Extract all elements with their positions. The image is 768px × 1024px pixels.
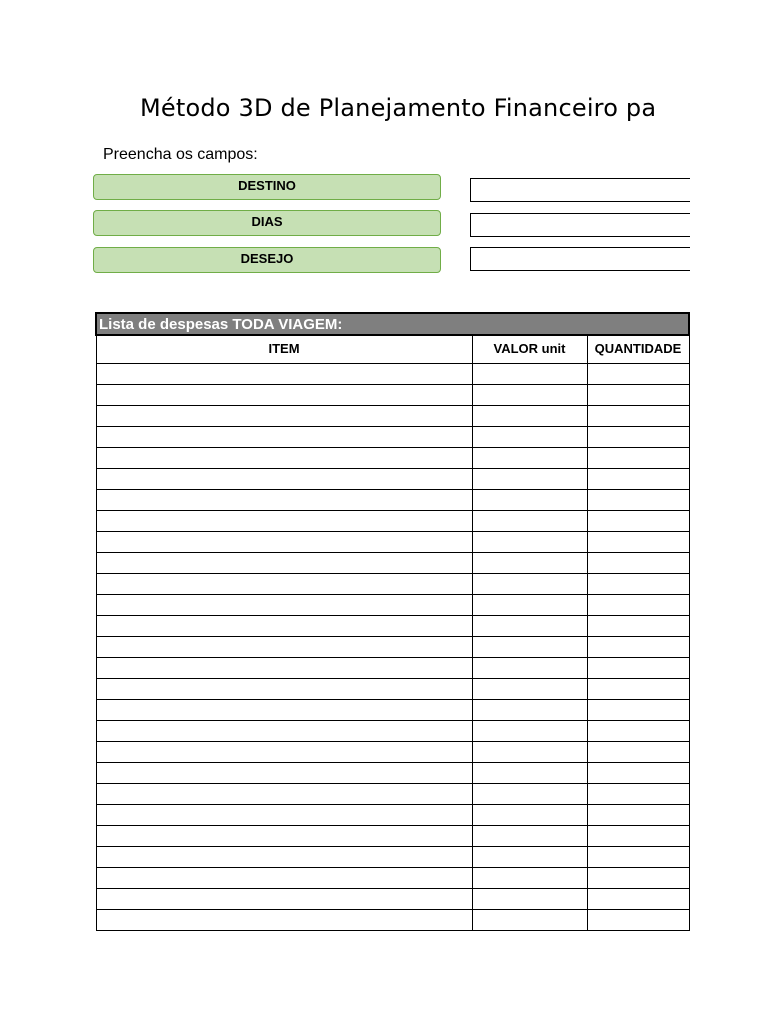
item-cell[interactable] bbox=[96, 552, 472, 573]
item-cell[interactable] bbox=[96, 405, 472, 426]
valor-unit-cell[interactable] bbox=[472, 636, 587, 657]
valor-unit-cell[interactable] bbox=[472, 573, 587, 594]
desejo-label: DESEJO bbox=[93, 247, 441, 273]
valor-unit-cell[interactable] bbox=[472, 405, 587, 426]
quantidade-cell[interactable] bbox=[587, 510, 689, 531]
valor-unit-cell[interactable] bbox=[472, 720, 587, 741]
item-cell[interactable] bbox=[96, 888, 472, 909]
quantidade-cell[interactable] bbox=[587, 636, 689, 657]
column-header-item: ITEM bbox=[96, 335, 472, 363]
expense-row bbox=[96, 426, 689, 447]
quantidade-cell[interactable] bbox=[587, 531, 689, 552]
dias-label: DIAS bbox=[93, 210, 441, 236]
quantidade-cell[interactable] bbox=[587, 594, 689, 615]
valor-unit-cell[interactable] bbox=[472, 888, 587, 909]
item-cell[interactable] bbox=[96, 699, 472, 720]
quantidade-cell[interactable] bbox=[587, 867, 689, 888]
expense-row bbox=[96, 489, 689, 510]
item-cell[interactable] bbox=[96, 510, 472, 531]
expense-row bbox=[96, 573, 689, 594]
quantidade-cell[interactable] bbox=[587, 468, 689, 489]
quantidade-cell[interactable] bbox=[587, 825, 689, 846]
item-cell[interactable] bbox=[96, 468, 472, 489]
quantidade-cell[interactable] bbox=[587, 552, 689, 573]
quantidade-cell[interactable] bbox=[587, 909, 689, 930]
item-cell[interactable] bbox=[96, 783, 472, 804]
expense-row bbox=[96, 657, 689, 678]
quantidade-cell[interactable] bbox=[587, 426, 689, 447]
valor-unit-cell[interactable] bbox=[472, 741, 587, 762]
quantidade-cell[interactable] bbox=[587, 678, 689, 699]
expense-row bbox=[96, 888, 689, 909]
valor-unit-cell[interactable] bbox=[472, 762, 587, 783]
page-title: Método 3D de Planejamento Financeiro pa bbox=[140, 94, 657, 122]
quantidade-cell[interactable] bbox=[587, 888, 689, 909]
expense-row bbox=[96, 405, 689, 426]
valor-unit-cell[interactable] bbox=[472, 489, 587, 510]
expense-row bbox=[96, 783, 689, 804]
valor-unit-cell[interactable] bbox=[472, 804, 587, 825]
quantidade-cell[interactable] bbox=[587, 741, 689, 762]
valor-unit-cell[interactable] bbox=[472, 825, 587, 846]
expense-row bbox=[96, 636, 689, 657]
column-header-quantidade: QUANTIDADE bbox=[587, 335, 689, 363]
quantidade-cell[interactable] bbox=[587, 720, 689, 741]
item-cell[interactable] bbox=[96, 678, 472, 699]
valor-unit-cell[interactable] bbox=[472, 846, 587, 867]
quantidade-cell[interactable] bbox=[587, 405, 689, 426]
item-cell[interactable] bbox=[96, 426, 472, 447]
valor-unit-cell[interactable] bbox=[472, 699, 587, 720]
expense-row bbox=[96, 615, 689, 636]
quantidade-cell[interactable] bbox=[587, 573, 689, 594]
item-cell[interactable] bbox=[96, 909, 472, 930]
expense-row bbox=[96, 594, 689, 615]
item-cell[interactable] bbox=[96, 531, 472, 552]
expense-row bbox=[96, 867, 689, 888]
valor-unit-cell[interactable] bbox=[472, 552, 587, 573]
item-cell[interactable] bbox=[96, 594, 472, 615]
fill-instruction: Preencha os campos: bbox=[103, 146, 258, 163]
expense-row bbox=[96, 699, 689, 720]
expense-row bbox=[96, 447, 689, 468]
valor-unit-cell[interactable] bbox=[472, 468, 587, 489]
valor-unit-cell[interactable] bbox=[472, 783, 587, 804]
valor-unit-cell[interactable] bbox=[472, 447, 587, 468]
expense-row bbox=[96, 552, 689, 573]
expense-row bbox=[96, 909, 689, 930]
valor-unit-cell[interactable] bbox=[472, 615, 587, 636]
dias-input[interactable] bbox=[470, 213, 690, 237]
quantidade-cell[interactable] bbox=[587, 699, 689, 720]
item-cell[interactable] bbox=[96, 825, 472, 846]
quantidade-cell[interactable] bbox=[587, 384, 689, 405]
expense-table bbox=[95, 312, 690, 931]
quantidade-cell[interactable] bbox=[587, 657, 689, 678]
expense-row bbox=[96, 363, 689, 384]
item-cell[interactable] bbox=[96, 615, 472, 636]
quantidade-cell[interactable] bbox=[587, 804, 689, 825]
valor-unit-cell[interactable] bbox=[472, 384, 587, 405]
desejo-input[interactable] bbox=[470, 247, 690, 271]
valor-unit-cell[interactable] bbox=[472, 426, 587, 447]
item-cell[interactable] bbox=[96, 447, 472, 468]
expense-row bbox=[96, 531, 689, 552]
quantidade-cell[interactable] bbox=[587, 615, 689, 636]
item-cell[interactable] bbox=[96, 720, 472, 741]
item-cell[interactable] bbox=[96, 384, 472, 405]
item-cell[interactable] bbox=[96, 804, 472, 825]
valor-unit-cell[interactable] bbox=[472, 531, 587, 552]
expense-row bbox=[96, 762, 689, 783]
destino-input[interactable] bbox=[470, 178, 690, 202]
expense-row bbox=[96, 804, 689, 825]
expense-rows bbox=[96, 363, 689, 930]
valor-unit-cell[interactable] bbox=[472, 594, 587, 615]
item-cell[interactable] bbox=[96, 657, 472, 678]
valor-unit-cell[interactable] bbox=[472, 510, 587, 531]
expense-row bbox=[96, 741, 689, 762]
item-cell[interactable] bbox=[96, 762, 472, 783]
item-cell[interactable] bbox=[96, 363, 472, 384]
column-header-valor-unit: VALOR unit bbox=[472, 335, 587, 363]
valor-unit-cell[interactable] bbox=[472, 867, 587, 888]
destino-label: DESTINO bbox=[93, 174, 441, 200]
quantidade-cell[interactable] bbox=[587, 762, 689, 783]
quantidade-cell[interactable] bbox=[587, 846, 689, 867]
expense-row bbox=[96, 846, 689, 867]
expense-row bbox=[96, 510, 689, 531]
valor-unit-cell[interactable] bbox=[472, 363, 587, 384]
expense-row bbox=[96, 825, 689, 846]
item-cell[interactable] bbox=[96, 867, 472, 888]
quantidade-cell[interactable] bbox=[587, 783, 689, 804]
expense-row bbox=[96, 384, 689, 405]
valor-unit-cell[interactable] bbox=[472, 678, 587, 699]
item-cell[interactable] bbox=[96, 741, 472, 762]
quantidade-cell[interactable] bbox=[587, 363, 689, 384]
quantidade-cell[interactable] bbox=[587, 447, 689, 468]
item-cell[interactable] bbox=[96, 573, 472, 594]
valor-unit-cell[interactable] bbox=[472, 657, 587, 678]
item-cell[interactable] bbox=[96, 846, 472, 867]
valor-unit-cell[interactable] bbox=[472, 909, 587, 930]
expense-table-title: Lista de despesas TODA VIAGEM: bbox=[96, 313, 689, 335]
expense-row bbox=[96, 678, 689, 699]
expense-row bbox=[96, 720, 689, 741]
item-cell[interactable] bbox=[96, 489, 472, 510]
expense-row bbox=[96, 468, 689, 489]
quantidade-cell[interactable] bbox=[587, 489, 689, 510]
item-cell[interactable] bbox=[96, 636, 472, 657]
